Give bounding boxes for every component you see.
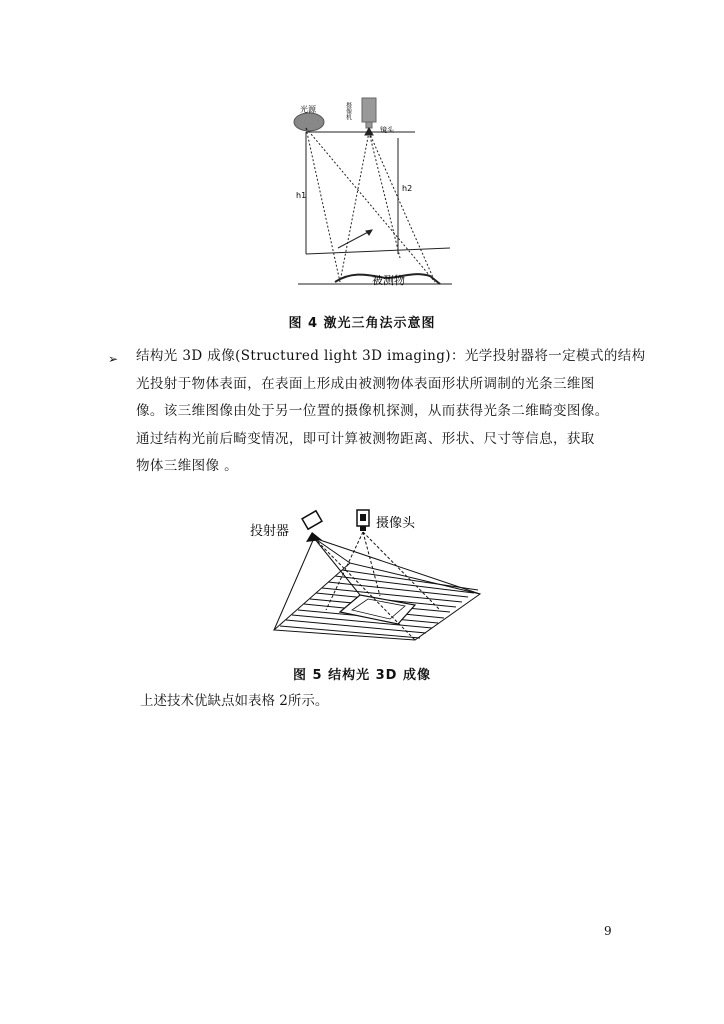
paragraph-line: 像。该三维图像由处于另一位置的摄像机探测，从而获得光条二维畸变图像。 <box>136 403 609 419</box>
lens-label: 镜头 <box>380 126 394 134</box>
bullet-arrow: ➢ <box>108 352 119 366</box>
projector-label: 投射器 <box>250 524 290 539</box>
structured-light-paragraph <box>136 343 646 481</box>
light-source-shape <box>294 113 324 131</box>
paragraph-line: 光投射于物体表面，在表面上形成由被测物体表面形状所调制的光条三维图 <box>136 375 595 392</box>
figure-4-caption: 图 4 激光三角法示意图 <box>288 316 436 331</box>
paragraph-line: 通过结构光前后畸变情况，即可计算被测物距离、形状、尺寸等信息，获取 <box>136 430 595 447</box>
page-number: 9 <box>604 924 612 938</box>
light-source-label: 光源 <box>300 105 316 114</box>
figure-4-laser-triangulation-diagram <box>280 88 460 298</box>
camera-shape <box>357 510 369 531</box>
table-reference-text: 上述技术优缺点如表格 2所示。 <box>140 693 329 709</box>
object-label: 被测物 <box>372 274 405 287</box>
paragraph-line: 物体三维图像 。 <box>136 458 238 474</box>
camera-shape <box>362 98 376 122</box>
paragraph-line: 结构光 3D 成像(Structured light 3D imaging)：光学投射器将一定模式的结构 <box>136 348 646 364</box>
figure-5-structured-light-diagram <box>240 500 490 650</box>
h2-label: h2 <box>402 184 413 193</box>
camera-label: 摄像头 <box>376 516 416 531</box>
camera-label: 摄像机 <box>344 102 352 120</box>
projector-shape <box>302 511 322 542</box>
h1-label: h1 <box>296 191 307 200</box>
figure-5-caption: 图 5 结构光 3D 成像 <box>293 668 431 683</box>
